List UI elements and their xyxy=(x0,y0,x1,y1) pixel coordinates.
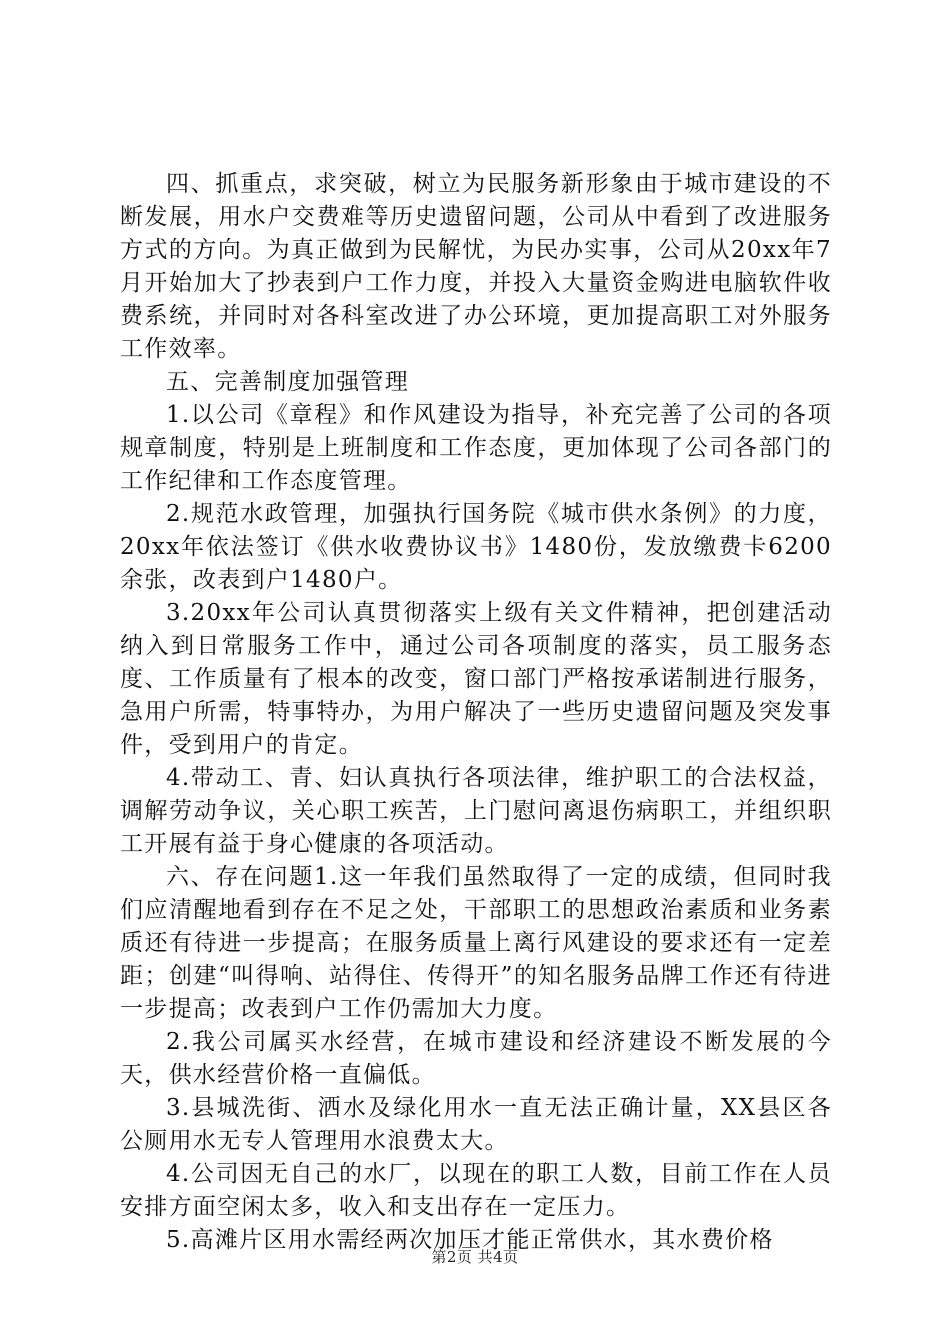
heading-section-five: 五、完善制度加强管理 xyxy=(166,369,409,395)
document-body xyxy=(120,168,832,1257)
paragraph-problem-3: 3.县城洗街、洒水及绿化用水一直无法正确计量，XX县区各公厕用水无专人管理用水浪费太大。 xyxy=(120,1095,832,1154)
paragraph-item-3: 3.20xx年公司认真贯彻落实上级有关文件精神，把创建活动纳入到日常服务工作中，通过公司各项制度的落实，员工服务态度、工作质量有了根本的改变，窗口部门严格按承诺制进行服务，急用户所需，特事特办，为用户解决了一些历史遗留问题及突发事件，受到用户的肯定。 xyxy=(120,600,832,758)
paragraph-problem-2: 2.我公司属买水经营，在城市建设和经济建设不断发展的今天，供水经营价格一直偏低。 xyxy=(120,1029,832,1088)
paragraph-problem-5: 5.高滩片区用水需经两次加压才能正常供水，其水费价格 xyxy=(166,1227,774,1253)
paragraph-section-six: 六、存在问题1.这一年我们虽然取得了一定的成绩，但同时我们应清醒地看到存在不足之处，干部职工的思想政治素质和业务素质还有待进一步提高；在服务质量上离行风建设的要求还有一定差距；创建“叫得响、站得住、传得开”的知名服务品牌工作还有待进一步提高；改表到户工作仍需加大力度。 xyxy=(120,864,832,1022)
paragraph-item-4: 4.带动工、青、妇认真执行各项法律，维护职工的合法权益，调解劳动争议，关心职工疾苦，上门慰问离退伤病职工，并组织职工开展有益于身心健康的各项活动。 xyxy=(120,765,832,857)
paragraph-section-four: 四、抓重点，求突破，树立为民服务新形象由于城市建设的不断发展，用水户交费难等历史遗留问题，公司从中看到了改进服务方式的方向。为真正做到为民解忧，为民办实事，公司从20xx年7月开始加大了抄表到户工作力度，并投入大量资金购进电脑软件收费系统，并同时对各科室改进了办公环境，更加提高职工对外服务工作效率。 xyxy=(120,171,832,362)
paragraph-item-2: 2.规范水政管理，加强执行国务院《城市供水条例》的力度，20xx年依法签订《供水收费协议书》1480份，发放缴费卡6200余张，改表到户1480户。 xyxy=(120,501,832,593)
paragraph-item-1: 1.以公司《章程》和作风建设为指导，补充完善了公司的各项规章制度，特别是上班制度和工作态度，更加体现了公司各部门的工作纪律和工作态度管理。 xyxy=(120,402,832,494)
page-number-footer: 第2页 共4页 xyxy=(431,1248,519,1266)
paragraph-problem-4: 4.公司因无自己的水厂，以现在的职工人数，目前工作在人员安排方面空闲太多，收入和支出存在一定压力。 xyxy=(120,1161,832,1220)
